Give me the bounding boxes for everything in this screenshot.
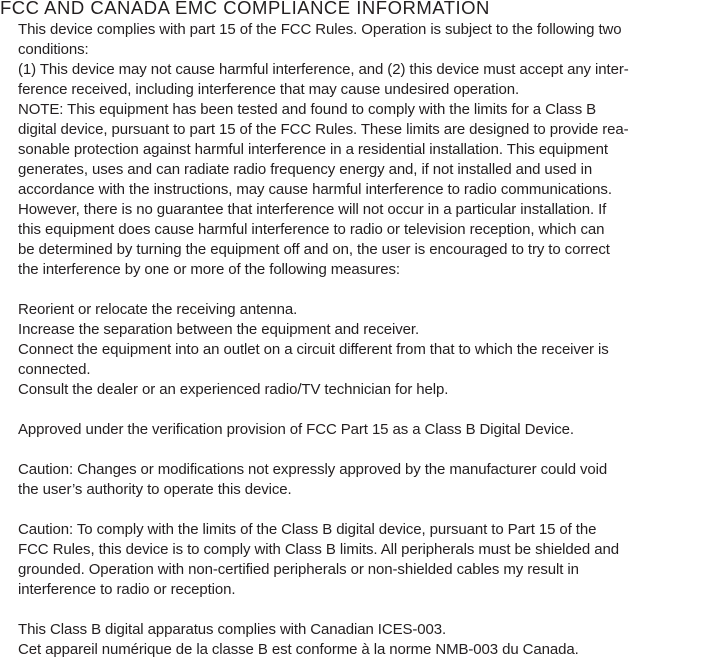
- page-title: FCC AND CANADA EMC COMPLIANCE INFORMATION: [0, 0, 490, 18]
- text-line: Caution: To comply with the limits of the Class B digital device, pursuant to Part 15 of the: [18, 521, 597, 538]
- text-line: interference to radio or reception.: [18, 581, 236, 598]
- intro-paragraph: [18, 20, 709, 100]
- text-line: accordance with the instructions, may cause harmful interference to radio communications.: [18, 181, 612, 198]
- text-line: be determined by turning the equipment off and on, the user is encouraged to try to correct: [18, 241, 610, 258]
- text-line: However, there is no guarantee that interference will not occur in a particular installation. If: [18, 201, 607, 218]
- text-line: Cet appareil numérique de la classe B est conforme à la norme NMB-003 du Canada.: [18, 641, 579, 658]
- caution-modifications-paragraph: [18, 460, 709, 500]
- measure-item: Reorient or relocate the receiving antenna.: [18, 301, 298, 318]
- measure-item: Connect the equipment into an outlet on a circuit different from that to which the receiver is: [18, 341, 609, 358]
- paragraph-gap: [18, 400, 709, 420]
- paragraph-gap: [18, 600, 709, 620]
- text-line: conditions:: [18, 41, 89, 58]
- text-line: Caution: Changes or modifications not expressly approved by the manufacturer could void: [18, 461, 608, 478]
- text-line: FCC Rules, this device is to comply with Class B limits. All peripherals must be shielded and: [18, 541, 619, 558]
- text-line: ference received, including interference that may cause undesired operation.: [18, 81, 520, 98]
- measures-list: [18, 300, 709, 400]
- text-line: generates, uses and can radiate radio frequency energy and, if not installed and used in: [18, 161, 593, 178]
- compliance-text: [18, 20, 709, 660]
- canada-paragraph: [18, 620, 709, 660]
- text-line: digital device, pursuant to part 15 of the FCC Rules. These limits are designed to provide rea-: [18, 121, 629, 138]
- paragraph-gap: [18, 280, 709, 300]
- text-line: the interference by one or more of the following measures:: [18, 261, 400, 278]
- text-line: (1) This device may not cause harmful interference, and (2) this device must accept any inter-: [18, 61, 629, 78]
- measure-item: Consult the dealer or an experienced radio/TV technician for help.: [18, 381, 449, 398]
- measure-item: connected.: [18, 361, 91, 378]
- text-line: this equipment does cause harmful interference to radio or television reception, which can: [18, 221, 605, 238]
- caution-limits-paragraph: [18, 520, 709, 600]
- text-line: Approved under the verification provision of FCC Part 15 as a Class B Digital Device.: [18, 421, 574, 438]
- text-line: the user’s authority to operate this device.: [18, 481, 292, 498]
- text-line: NOTE: This equipment has been tested and found to comply with the limits for a Class B: [18, 101, 597, 118]
- text-line: sonable protection against harmful interference in a residential installation. This equipment: [18, 141, 608, 158]
- text-line: grounded. Operation with non-certified peripherals or non-shielded cables my result in: [18, 561, 579, 578]
- paragraph-gap: [18, 500, 709, 520]
- paragraph-gap: [18, 440, 709, 460]
- note-paragraph: [18, 100, 709, 280]
- approval-paragraph: [18, 420, 709, 440]
- text-line: This device complies with part 15 of the FCC Rules. Operation is subject to the following two: [18, 21, 622, 38]
- measure-item: Increase the separation between the equipment and receiver.: [18, 321, 420, 338]
- text-line: This Class B digital apparatus complies with Canadian ICES-003.: [18, 621, 447, 638]
